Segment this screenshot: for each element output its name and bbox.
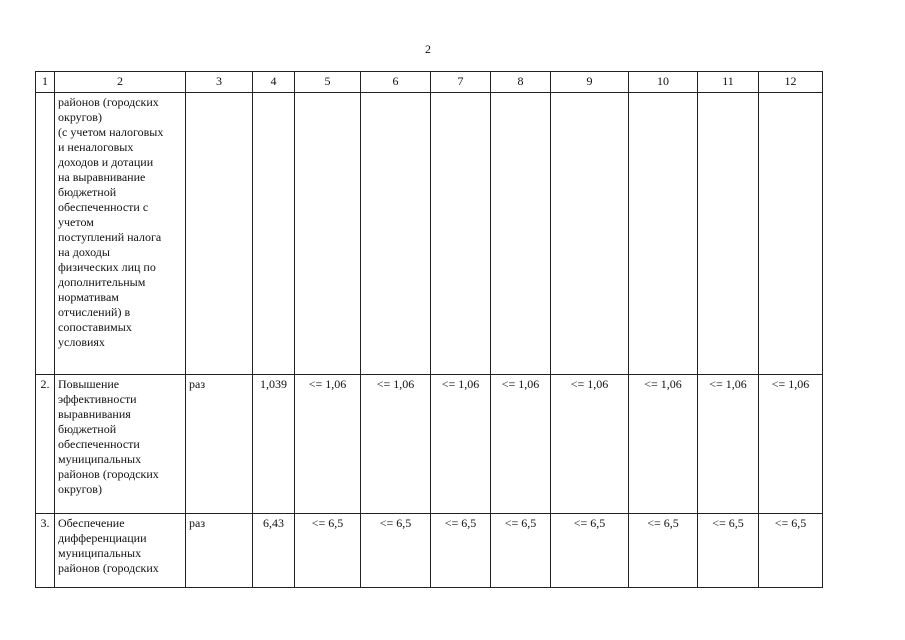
column-header: 9: [551, 72, 629, 93]
column-header: 10: [629, 72, 698, 93]
value-cell: [253, 93, 295, 375]
column-header: 11: [698, 72, 759, 93]
value-cell: 1,039: [253, 375, 295, 514]
indicator-table: [35, 71, 823, 588]
value-cell: [551, 93, 629, 375]
value-cell: <= 6,5: [759, 514, 823, 588]
column-header: 8: [491, 72, 551, 93]
value-cell: <= 1,06: [759, 375, 823, 514]
indicator-name: Повышение эффективности выравнивания бюджетной обеспеченности муниципальных районов (городских округов): [55, 375, 186, 514]
column-header: 5: [295, 72, 361, 93]
value-cell: <= 1,06: [698, 375, 759, 514]
row-number: [36, 93, 55, 375]
value-cell: <= 6,5: [698, 514, 759, 588]
column-header: 2: [55, 72, 186, 93]
value-cell: <= 1,06: [491, 375, 551, 514]
indicator-name: районов (городских округов) (с учетом налоговых и неналоговых доходов и дотации на выравнивание бюджетной обеспеченности с учетом поступлений налога на доходы физических лиц по дополнительным нормативам отчислений) в сопоставимых условиях: [55, 93, 186, 375]
value-cell: <= 1,06: [361, 375, 431, 514]
column-header: 6: [361, 72, 431, 93]
value-cell: [491, 93, 551, 375]
table-row: [36, 514, 823, 588]
unit-cell: раз: [186, 375, 253, 514]
value-cell: <= 1,06: [551, 375, 629, 514]
indicator-name: Обеспечение дифференциации муниципальных районов (городских: [55, 514, 186, 588]
value-cell: [431, 93, 491, 375]
value-cell: [295, 93, 361, 375]
value-cell: [759, 93, 823, 375]
value-cell: [361, 93, 431, 375]
value-cell: <= 1,06: [431, 375, 491, 514]
value-cell: <= 6,5: [551, 514, 629, 588]
value-cell: [698, 93, 759, 375]
unit-cell: [186, 93, 253, 375]
table-row: [36, 375, 823, 514]
column-header-row: [36, 72, 823, 93]
value-cell: <= 1,06: [629, 375, 698, 514]
column-header: 1: [36, 72, 55, 93]
row-number: 3.: [36, 514, 55, 588]
column-header: 7: [431, 72, 491, 93]
page-number: 2: [425, 42, 431, 56]
value-cell: <= 6,5: [629, 514, 698, 588]
value-cell: <= 1,06: [295, 375, 361, 514]
value-cell: <= 6,5: [491, 514, 551, 588]
table-row: [36, 93, 823, 375]
value-cell: <= 6,5: [431, 514, 491, 588]
value-cell: <= 6,5: [361, 514, 431, 588]
unit-cell: раз: [186, 514, 253, 588]
value-cell: [629, 93, 698, 375]
value-cell: 6,43: [253, 514, 295, 588]
column-header: 3: [186, 72, 253, 93]
column-header: 12: [759, 72, 823, 93]
value-cell: <= 6,5: [295, 514, 361, 588]
row-number: 2.: [36, 375, 55, 514]
column-header: 4: [253, 72, 295, 93]
